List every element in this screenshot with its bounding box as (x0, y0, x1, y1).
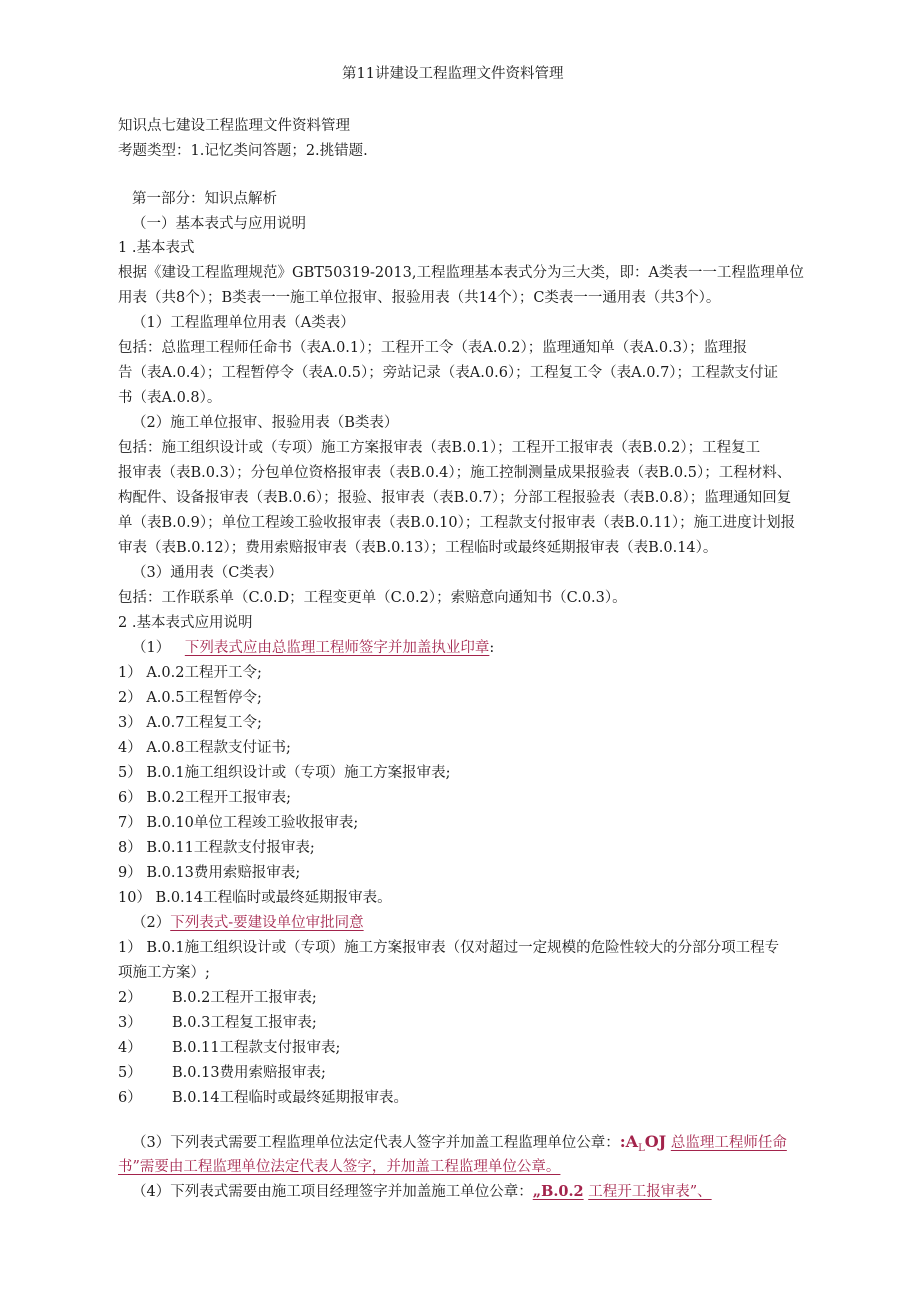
rule-1-heading (132, 638, 494, 658)
part-heading: 第一部分：知识点解析 (132, 191, 277, 207)
b-table-line-2: 报审表（表B.0.3）；分包单位资格报审表（表B.0.4）；施工控制测量成果报验表（表B.0.5）；工程材料、 (118, 465, 792, 481)
rule-2-item-text: B.0.3工程复工报审表; (172, 1015, 317, 1031)
rule-4-line-1 (132, 1182, 712, 1202)
rule-2-text: 下列表式-要建设单位审批同意 (170, 915, 364, 931)
exam-types: 考题类型：1.记忆类问答题；2.挑错题. (118, 143, 368, 159)
intro-line-1: 根据《建设工程监理规范》GBT50319-2013,工程监理基本表式分为三大类，即：A类表一一工程监理单位 (118, 265, 804, 281)
c-table-line-1: 包括：工作联系单（C.0.D；工程变更单（C.0.2）；索赔意向通知书（C.0.3）。 (118, 590, 627, 606)
rule-3-highlight: 总监理工程师任命 (670, 1135, 787, 1151)
rule-2-number: （2） (132, 915, 171, 931)
intro-line-2: 用表（共8个）；B类表一一施工单位报审、报验用表（共14个）；C类表一一通用表（共3个）。 (118, 290, 721, 306)
rule-1-colon: : (489, 640, 495, 656)
a-table-line-3: 书（表A.0.8）。 (118, 390, 222, 406)
rule-1-text: 下列表式应由总监理工程师签字并加盖执业印章 (184, 640, 490, 656)
rule-1-item: 5） B.0.1施工组织设计或（专项）施工方案报审表; (118, 765, 451, 781)
rule-2-item-text: B.0.2工程开工报审表; (172, 990, 317, 1006)
rule-1-item: 7） B.0.10单位工程竣工验收报审表; (118, 815, 359, 831)
rule-2-item-number: 5） (118, 1065, 142, 1081)
rule-2-item-number: 4） (118, 1040, 142, 1056)
a-table-line-1: 包括：总监理工程师任命书（表A.0.1）；工程开工令（表A.0.2）；监理通知单（表A.0.3）；监理报 (118, 340, 748, 356)
section-heading: （一）基本表式与应用说明 (132, 216, 306, 232)
rule-1-item: 1） A.0.2工程开工令; (118, 665, 262, 681)
rule-3-code-oj: OJ (644, 1132, 667, 1151)
page-title: 第11讲建设工程监理文件资料管理 (342, 66, 564, 82)
rule-2-item (118, 1063, 326, 1083)
rule-2-item-1-line-1: 1） B.0.1施工组织设计或（专项）施工方案报审表（仅对超过一定规模的危险性较大的分部分项工程专 (118, 940, 780, 956)
rule-1-item: 6） B.0.2工程开工报审表; (118, 790, 292, 806)
rule-1-item: 3） A.0.7工程复工令; (118, 715, 262, 731)
subsection-heading-2: 2 .基本表式应用说明 (118, 615, 253, 631)
rule-1-item: 10） B.0.14工程临时或最终延期报审表。 (118, 890, 392, 906)
a-table-heading: （1）工程监理单位用表（A类表） (132, 315, 355, 331)
rule-2-item-text: B.0.11工程款支付报审表; (172, 1040, 341, 1056)
rule-3-prefix: （3）下列表式需要工程监理单位法定代表人签字并加盖工程监理单位公章： (132, 1135, 620, 1151)
b-table-line-1: 包括：施工组织设计或（专项）施工方案报审表（表B.0.1）；工程开工报审表（表B.0.2）；工程复工 (118, 440, 761, 456)
rule-2-item-text: B.0.13费用索赔报审表; (172, 1065, 326, 1081)
a-table-line-2: 告（表A.0.4）；工程暂停令（表A.0.5）；旁站记录（表A.0.6）；工程复工令（表A.0.7）；工程款支付证 (118, 365, 779, 381)
rule-2-item (118, 988, 317, 1008)
rule-3-line-2: 书”需要由工程监理单位法定代表人签字，并加盖工程监理单位公章。 (118, 1159, 561, 1175)
rule-2-item-text: B.0.14工程临时或最终延期报审表。 (172, 1090, 409, 1106)
rule-4-code: „B.0.2 (532, 1183, 584, 1200)
rule-2-item (118, 1088, 409, 1108)
rule-4-prefix: （4）下列表式需要由施工项目经理签字并加盖施工单位公章： (132, 1184, 533, 1200)
rule-1-item: 4） A.0.8工程款支付证书; (118, 740, 291, 756)
b-table-line-3: 构配件、设备报审表（表B.0.6）；报验、报审表（表B.0.7）；分部工程报验表（表B.0.8）；监理通知回复 (118, 490, 792, 506)
rule-1-item: 2） A.0.5工程暂停令; (118, 690, 262, 706)
b-table-line-5: 审表（表B.0.12）；费用索赔报审表（表B.0.13）；工程临时或最终延期报审表（表B.0.14）。 (118, 540, 718, 556)
rule-2-heading (132, 913, 364, 933)
rule-3-code-sub: L (638, 1142, 645, 1154)
rule-2-item-number: 2） (118, 990, 142, 1006)
rule-3-code-a: :A (619, 1132, 639, 1151)
knowledge-point: 知识点七建设工程监理文件资料管理 (118, 118, 350, 134)
rule-2-item-number: 6） (118, 1090, 142, 1106)
rule-1-item: 8） B.0.11工程款支付报审表; (118, 840, 315, 856)
subsection-heading-1: 1 .基本表式 (118, 240, 195, 256)
rule-2-item (118, 1013, 317, 1033)
rule-1-number: （1） (132, 640, 171, 656)
rule-3-line-1 (132, 1132, 787, 1159)
rule-4-highlight: 工程开工报审表”、 (588, 1184, 712, 1200)
rule-2-item-1-line-2: 项施工方案）; (118, 965, 210, 981)
c-table-heading: （3）通用表（C类表） (132, 565, 283, 581)
rule-2-item (118, 1038, 341, 1058)
rule-2-item-number: 3） (118, 1015, 142, 1031)
b-table-heading: （2）施工单位报审、报验用表（B类表） (132, 415, 399, 431)
rule-1-item: 9） B.0.13费用索赔报审表; (118, 865, 301, 881)
b-table-line-4: 单（表B.0.9）；单位工程竣工验收报审表（表B.0.10）；工程款支付报审表（表B.0.11）；施工进度计划报 (118, 515, 796, 531)
